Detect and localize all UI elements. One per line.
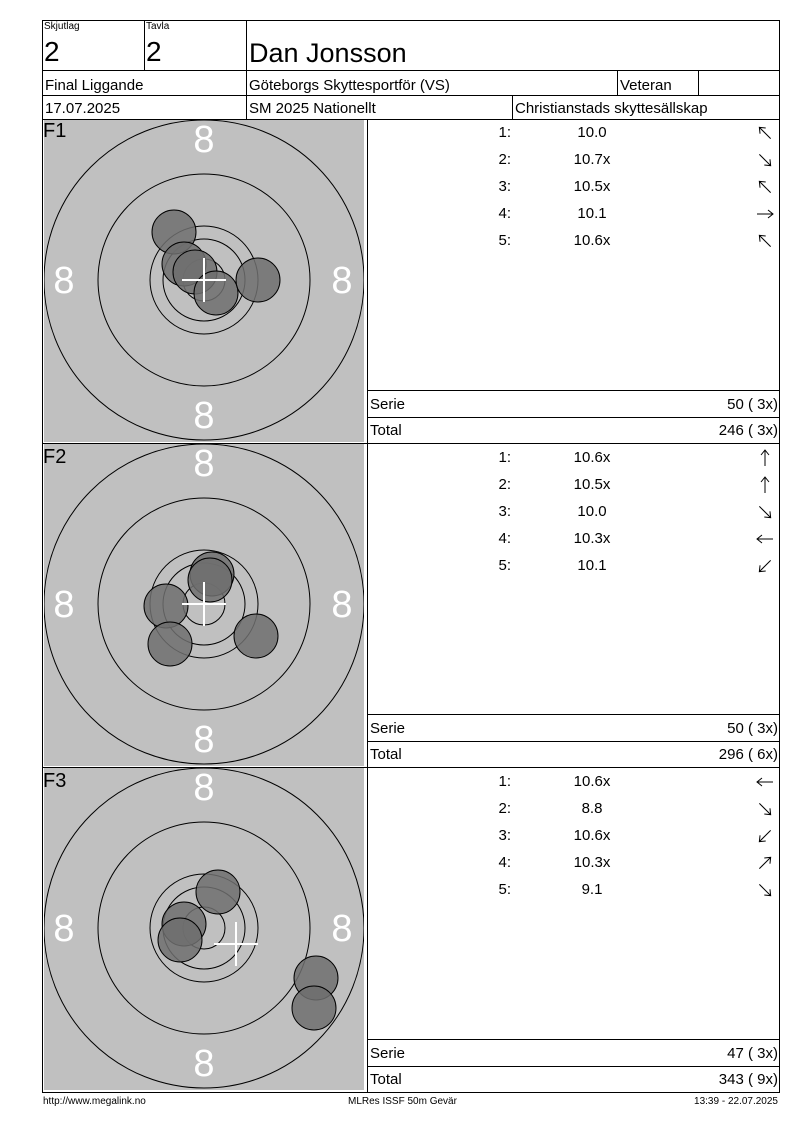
ring-label: 8 xyxy=(53,260,75,302)
serie-label: Serie xyxy=(370,396,406,413)
ring-label: 8 xyxy=(193,719,215,761)
direction-arrow-icon xyxy=(755,502,775,522)
shot-impact xyxy=(188,558,232,602)
ring-label: 8 xyxy=(193,768,215,809)
shot-number: 4: xyxy=(498,530,511,547)
footer-software: MLRes ISSF 50m Gevär xyxy=(348,1096,457,1107)
shot-impact xyxy=(144,584,188,628)
shot-number: 5: xyxy=(498,232,511,249)
ring-label: 8 xyxy=(193,395,215,437)
shot-impact xyxy=(236,258,280,302)
skjutlag-label: Skjutlag xyxy=(44,21,80,32)
shot-value: 10.6x xyxy=(573,773,611,790)
direction-arrow-icon xyxy=(755,529,775,549)
shot-value: 10.5x xyxy=(573,178,611,195)
arrow-shaft xyxy=(759,803,770,814)
shot-value: 9.1 xyxy=(581,881,603,898)
arrow-shaft xyxy=(759,830,770,841)
series-label: F1 xyxy=(43,120,67,142)
shot-value: 10.1 xyxy=(577,205,607,222)
ring-label: 8 xyxy=(331,260,353,302)
shot-value: 10.6x xyxy=(573,232,611,249)
shot-impact xyxy=(158,918,202,962)
shot-number: 5: xyxy=(498,881,511,898)
total-value: 343 ( 9x) xyxy=(718,1071,778,1088)
shot-number: 2: xyxy=(498,151,511,168)
total-label: Total xyxy=(370,1071,402,1088)
arrow-shaft xyxy=(759,127,770,138)
shot-number: 1: xyxy=(498,449,511,466)
serie-label: Serie xyxy=(370,720,406,737)
category: Veteran xyxy=(620,77,672,94)
tavla-label: Tavla xyxy=(146,21,170,32)
shot-number: 4: xyxy=(498,205,511,222)
arrow-shaft xyxy=(759,560,770,571)
shot-number: 3: xyxy=(498,827,511,844)
skjutlag-value: 2 xyxy=(44,36,60,67)
arrow-shaft xyxy=(759,506,770,517)
series-label: F3 xyxy=(43,770,67,792)
serie-value: 50 ( 3x) xyxy=(727,720,778,737)
shot-value: 10.0 xyxy=(577,124,607,141)
arrow-shaft xyxy=(759,235,770,246)
total-value: 246 ( 3x) xyxy=(718,422,778,439)
direction-arrow-icon xyxy=(755,556,775,576)
serie-value: 50 ( 3x) xyxy=(727,396,778,413)
shot-number: 1: xyxy=(498,124,511,141)
shot-impact xyxy=(194,271,238,315)
shot-value: 10.0 xyxy=(577,503,607,520)
direction-arrow-icon xyxy=(755,448,775,468)
target-f2 xyxy=(44,444,364,766)
shot-number: 3: xyxy=(498,503,511,520)
shot-impact xyxy=(196,870,240,914)
total-label: Total xyxy=(370,422,402,439)
shot-value: 10.1 xyxy=(577,557,607,574)
serie-label: Serie xyxy=(370,1045,406,1062)
ring-label: 8 xyxy=(53,584,75,626)
shot-impact xyxy=(234,614,278,658)
shot-value: 10.7x xyxy=(573,151,611,168)
shot-impact xyxy=(148,622,192,666)
event-name: SM 2025 Nationellt xyxy=(249,100,376,117)
shot-number: 2: xyxy=(498,476,511,493)
total-value: 296 ( 6x) xyxy=(718,746,778,763)
organizer: Christianstads skyttesällskap xyxy=(515,100,708,117)
shot-number: 2: xyxy=(498,800,511,817)
direction-arrow-icon xyxy=(755,204,775,224)
arrow-shaft xyxy=(759,857,770,868)
competition-class: Final Liggande xyxy=(45,77,144,94)
direction-arrow-icon xyxy=(755,880,775,900)
direction-arrow-icon xyxy=(755,772,775,792)
target-f1 xyxy=(44,120,364,442)
footer-timestamp: 13:39 - 22.07.2025 xyxy=(694,1096,778,1107)
club-name: Göteborgs Skyttesportför (VS) xyxy=(249,77,450,94)
ring-label: 8 xyxy=(193,1043,215,1085)
direction-arrow-icon xyxy=(755,123,775,143)
shot-number: 3: xyxy=(498,178,511,195)
shooter-name: Dan Jonsson xyxy=(249,38,407,68)
shot-value: 10.3x xyxy=(573,530,611,547)
ring-label: 8 xyxy=(193,444,215,485)
shot-value: 10.6x xyxy=(573,827,611,844)
competition-date: 17.07.2025 xyxy=(45,100,121,117)
ring-label: 8 xyxy=(331,908,353,950)
tavla-value: 2 xyxy=(146,36,162,67)
direction-arrow-icon xyxy=(755,231,775,251)
direction-arrow-icon xyxy=(755,150,775,170)
ring-label: 8 xyxy=(193,120,215,161)
direction-arrow-icon xyxy=(755,799,775,819)
shot-number: 4: xyxy=(498,854,511,871)
direction-arrow-icon xyxy=(755,826,775,846)
arrow-shaft xyxy=(759,154,770,165)
footer-url[interactable]: http://www.megalink.no xyxy=(43,1096,146,1107)
shot-value: 10.5x xyxy=(573,476,611,493)
shot-number: 5: xyxy=(498,557,511,574)
shot-value: 8.8 xyxy=(581,800,603,817)
arrow-shaft xyxy=(759,181,770,192)
direction-arrow-icon xyxy=(755,177,775,197)
shot-number: 1: xyxy=(498,773,511,790)
total-label: Total xyxy=(370,746,402,763)
direction-arrow-icon xyxy=(755,475,775,495)
series-label: F2 xyxy=(43,446,67,468)
ring-label: 8 xyxy=(53,908,75,950)
target-f3 xyxy=(44,768,364,1090)
arrow-shaft xyxy=(759,884,770,895)
shot-value: 10.6x xyxy=(573,449,611,466)
shot-impact xyxy=(292,986,336,1030)
ring-label: 8 xyxy=(331,584,353,626)
shot-value: 10.3x xyxy=(573,854,611,871)
direction-arrow-icon xyxy=(755,853,775,873)
serie-value: 47 ( 3x) xyxy=(727,1045,778,1062)
